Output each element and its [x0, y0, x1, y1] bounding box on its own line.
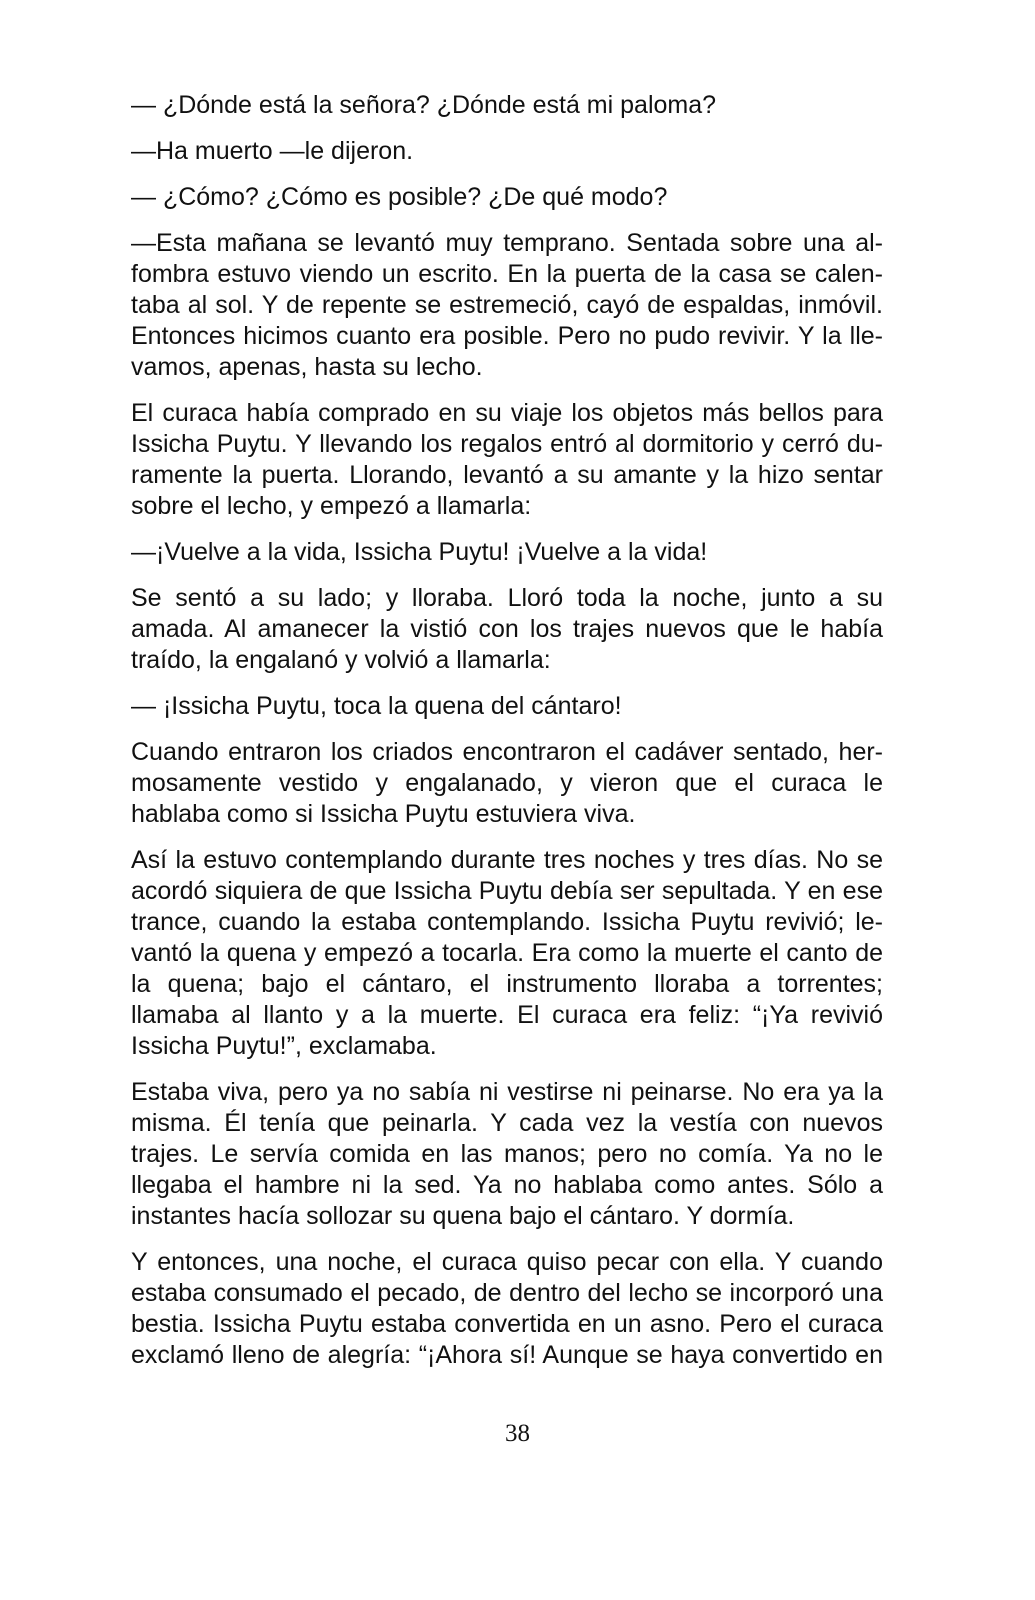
paragraph-9: Cuando entraron los criados encontraron el cadáver sentado, hermosamente vestido y engalanado, y vieron que el curaca le hablaba como si Issicha Puytu estuviera viva. — [131, 738, 883, 828]
paragraph-11: Estaba viva, pero ya no sabía ni vestirse ni peinarse. No era ya la misma. Él tenía que peinarla. Y cada vez la vestía con nuevos trajes. Le servía comida en las manos; pero no comía. Ya no le llegaba el hambre ni la sed. Ya no hablaba como antes. Sólo a instantes hacía sollozar su quena bajo el cántaro. Y dormía. — [131, 1078, 883, 1230]
paragraph-2: —Ha muerto —le dijeron. — [131, 137, 414, 165]
paragraph-3: — ¿Cómo? ¿Cómo es posible? ¿De qué modo? — [131, 183, 668, 211]
body-text — [131, 90, 883, 1386]
paragraph-12: Y entonces, una noche, el curaca quiso pecar con ella. Y cuando estaba consumado el pecado, de dentro del lecho se incorporó una bestia. Issicha Puytu estaba convertida en un asno. Pero el curaca exclamó lleno de alegría: “¡Ahora sí! Aunque se haya convertido en — [131, 1248, 883, 1369]
paragraph-6: —¡Vuelve a la vida, Issicha Puytu! ¡Vuelve a la vida! — [131, 538, 708, 566]
paragraph-8: — ¡Issicha Puytu, toca la quena del cántaro! — [131, 692, 622, 720]
paragraph-1: — ¿Dónde está la señora? ¿Dónde está mi paloma? — [131, 91, 717, 119]
paragraph-5: El curaca había comprado en su viaje los objetos más bellos para Issicha Puytu. Y llevando los regalos entró al dormitorio y cerró duramente la puerta. Llorando, levantó a su amante y la hizo sentar sobre el lecho, y empezó a llamarla: — [131, 399, 883, 520]
paragraph-7: Se sentó a su lado; y lloraba. Lloró toda la noche, junto a su amada. Al amanecer la vistió con los trajes nuevos que le había traído, la engalanó y volvió a llamarla: — [131, 584, 883, 674]
page-number: 38 — [505, 1420, 530, 1447]
paragraph-10: Así la estuvo contemplando durante tres noches y tres días. No se acordó siquiera de que Issicha Puytu debía ser sepultada. Y en ese trance, cuando la estaba contemplando. Issicha Puytu revivió; levantó la quena y empezó a tocarla. Era como la muerte el canto de la quena; bajo el cántaro, el instrumento lloraba a torrentes; llamaba al llanto y a la muerte. El curaca era feliz: “¡Ya revivió Issicha Puytu!”, exclamaba. — [131, 846, 883, 1060]
paragraph-4: —Esta mañana se levantó muy temprano. Sentada sobre una alfombra estuvo viendo un escrito. En la puerta de la casa se calentaba al sol. Y de repente se estremeció, cayó de espaldas, inmóvil. Entonces hicimos cuanto era posible. Pero no pudo revivir. Y la llevamos, apenas, hasta su lecho. — [131, 229, 883, 381]
